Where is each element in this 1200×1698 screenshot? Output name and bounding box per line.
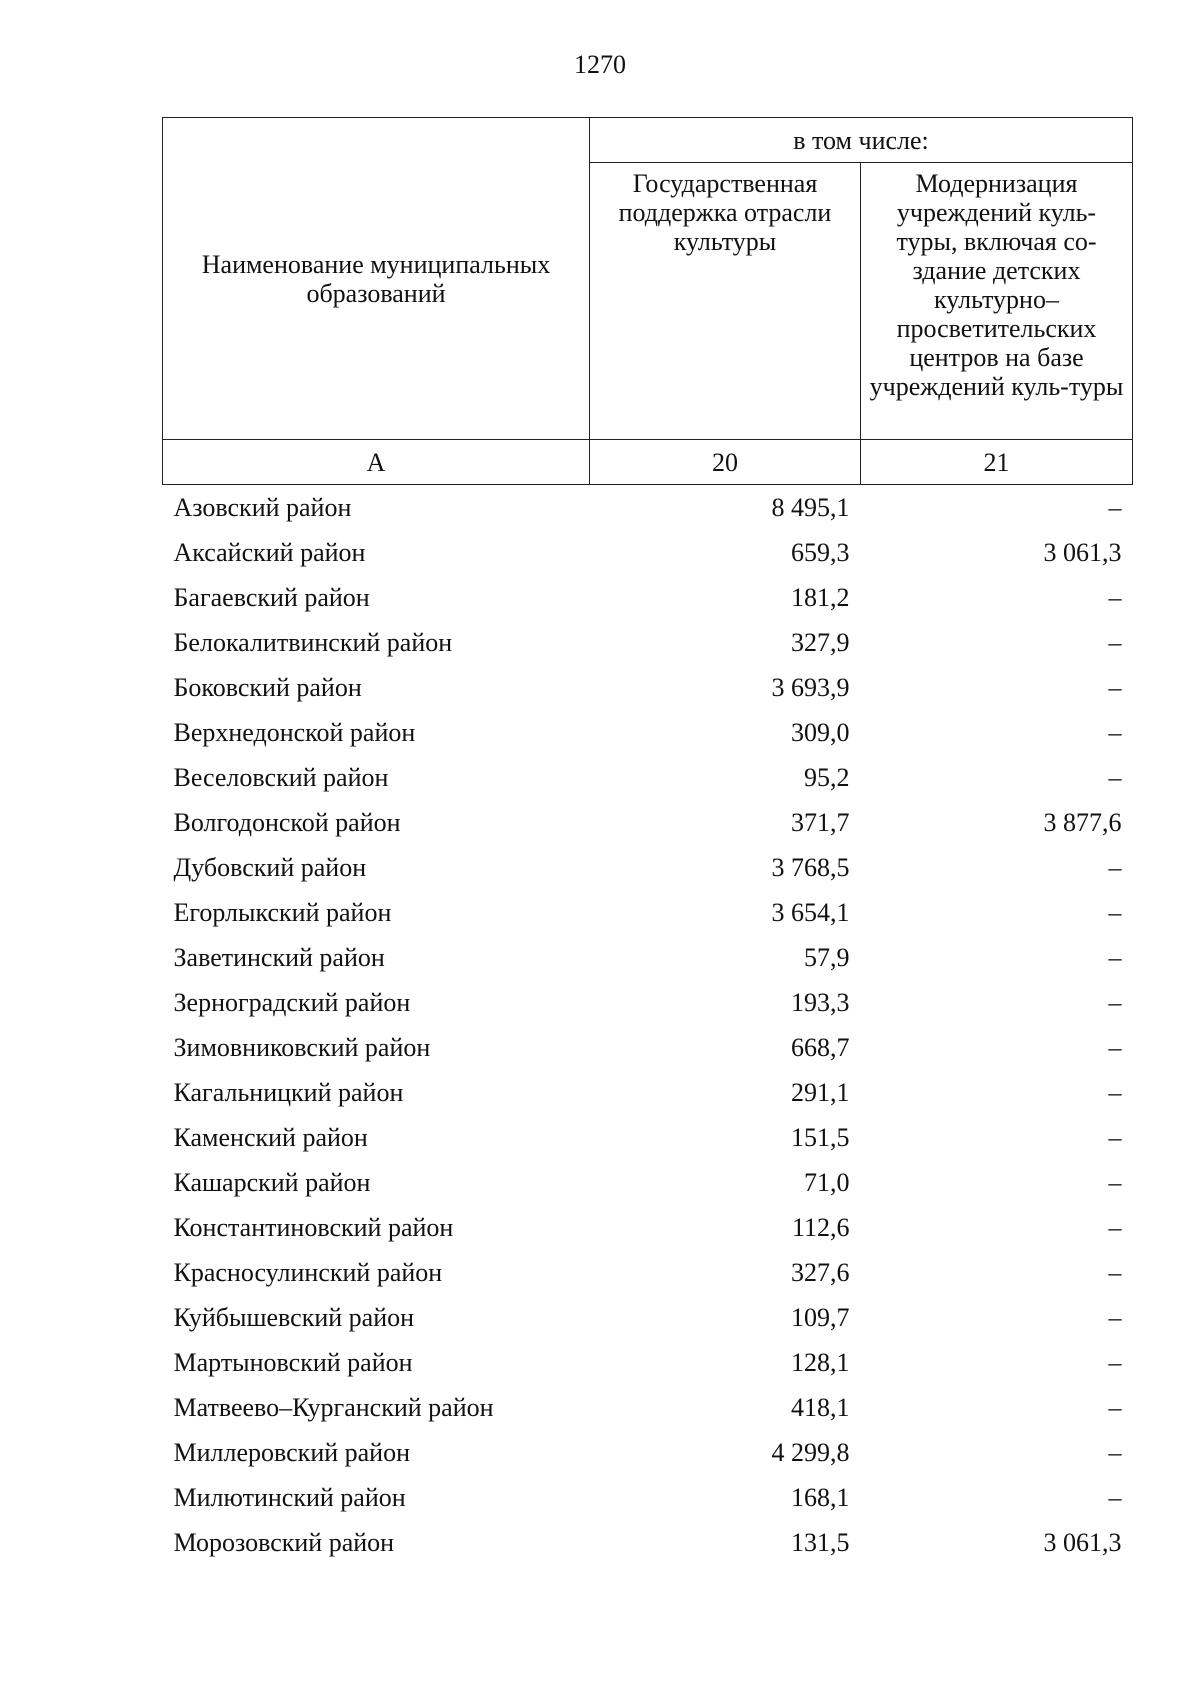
table-row (163, 575, 1133, 620)
value-col-20-cell: 95,2 (804, 763, 850, 792)
municipality-name-cell: Азовский район (173, 493, 352, 522)
value-col-21-cell: – (1108, 853, 1122, 882)
value-col-20-cell: 168,1 (791, 1483, 850, 1512)
value-col-20-cell: 8 495,1 (771, 493, 850, 522)
table-body (163, 485, 1133, 1566)
municipality-name-cell: Красносулинский район (173, 1258, 443, 1287)
value-col-21-cell: – (1108, 1258, 1122, 1287)
table-row (163, 1340, 1133, 1385)
value-col-20-cell: 71,0 (804, 1168, 850, 1197)
table-header (163, 118, 1133, 485)
municipality-name-cell: Милютинский район (173, 1483, 406, 1512)
municipality-name-cell: Кашарский район (173, 1168, 371, 1197)
header-municipality-name: Наименование муниципальных образований (163, 118, 590, 440)
value-col-21-cell: – (1108, 1303, 1122, 1332)
municipality-name-cell: Константиновский район (173, 1213, 454, 1242)
value-col-21-cell: – (1108, 763, 1122, 792)
municipality-name-cell: Заветинский район (173, 943, 385, 972)
header-num-21: 21 (861, 440, 1133, 485)
table-row (163, 1430, 1133, 1475)
table-row (163, 530, 1133, 575)
value-col-21-cell: – (1108, 988, 1122, 1017)
value-col-20-cell: 151,5 (791, 1123, 850, 1152)
table-row (163, 1160, 1133, 1205)
value-col-20-cell: 128,1 (791, 1348, 850, 1377)
value-col-20-cell: 418,1 (791, 1393, 850, 1422)
value-col-21-cell: – (1108, 1123, 1122, 1152)
table-row (163, 485, 1133, 531)
municipality-name-cell: Морозовский район (173, 1528, 395, 1557)
table-row (163, 890, 1133, 935)
value-col-21-cell: – (1108, 1438, 1122, 1467)
value-col-21-cell: – (1108, 943, 1122, 972)
municipality-name-cell: Аксайский район (173, 538, 366, 567)
value-col-21-cell: – (1108, 493, 1122, 522)
value-col-20-cell: 291,1 (791, 1078, 850, 1107)
value-col-21-cell: – (1108, 898, 1122, 927)
value-col-21-cell: – (1108, 1393, 1122, 1422)
municipality-name-cell: Белокалитвинский район (173, 628, 453, 657)
table-row (163, 1250, 1133, 1295)
municipality-name-cell: Зерноградский район (173, 988, 411, 1017)
table-row (163, 845, 1133, 890)
value-col-20-cell: 327,9 (791, 628, 850, 657)
table-row (163, 1205, 1133, 1250)
value-col-20-cell: 659,3 (791, 538, 850, 567)
value-col-20-cell: 193,3 (791, 988, 850, 1017)
value-col-20-cell: 3 693,9 (771, 673, 850, 702)
header-col-21-modernization: Модернизация учреждений куль-туры, включая со-здание детских культурно–просветительских центров на базе учреждений куль-туры (861, 163, 1133, 440)
value-col-21-cell: – (1108, 1033, 1122, 1062)
municipality-name-cell: Боковский район (173, 673, 362, 702)
municipality-name-cell: Егорлыкский район (173, 898, 392, 927)
municipality-name-cell: Матвеево–Курганский район (173, 1393, 494, 1422)
header-num-20: 20 (590, 440, 861, 485)
table-row (163, 980, 1133, 1025)
header-num-a: А (163, 440, 590, 485)
municipality-name-cell: Верхнедонской район (173, 718, 416, 747)
budget-table (162, 117, 1133, 1565)
table-row (163, 1070, 1133, 1115)
municipality-name-cell: Куйбышевский район (173, 1303, 415, 1332)
value-col-20-cell: 309,0 (791, 718, 850, 747)
page-number: 1270 (574, 50, 626, 79)
value-col-21-cell: 3 877,6 (1043, 808, 1122, 837)
municipality-name-cell: Дубовский район (173, 853, 367, 882)
municipality-name-cell: Зимовниковский район (173, 1033, 431, 1062)
table-row (163, 1295, 1133, 1340)
table-row (163, 1520, 1133, 1565)
value-col-20-cell: 4 299,8 (771, 1438, 850, 1467)
table-row (163, 935, 1133, 980)
value-col-20-cell: 57,9 (804, 943, 850, 972)
municipality-name-cell: Кагальницкий район (173, 1078, 404, 1107)
header-col-20-state-support: Государственная поддержка отрасли культуры (590, 163, 861, 440)
value-col-21-cell: – (1108, 718, 1122, 747)
table-row (163, 1385, 1133, 1430)
value-col-20-cell: 3 768,5 (771, 853, 850, 882)
municipality-name-cell: Мартыновский район (173, 1348, 413, 1377)
value-col-21-cell: – (1108, 628, 1122, 657)
value-col-20-cell: 668,7 (791, 1033, 850, 1062)
value-col-20-cell: 112,6 (791, 1213, 850, 1242)
table-row (163, 1115, 1133, 1160)
value-col-21-cell: – (1108, 1168, 1122, 1197)
municipality-name-cell: Каменский район (173, 1123, 368, 1152)
municipality-name-cell: Миллеровский район (173, 1438, 411, 1467)
municipality-name-cell: Веселовский район (173, 763, 389, 792)
value-col-21-cell: – (1108, 1348, 1122, 1377)
value-col-21-cell: 3 061,3 (1043, 538, 1122, 567)
value-col-20-cell: 109,7 (791, 1303, 850, 1332)
value-col-20-cell: 131,5 (791, 1528, 850, 1557)
table-row (163, 1025, 1133, 1070)
table-row (163, 710, 1133, 755)
header-group-including: в том числе: (590, 118, 1133, 163)
table-row (163, 665, 1133, 710)
table-row (163, 800, 1133, 845)
value-col-21-cell: 3 061,3 (1043, 1528, 1122, 1557)
value-col-20-cell: 181,2 (791, 583, 850, 612)
value-col-20-cell: 327,6 (791, 1258, 850, 1287)
value-col-21-cell: – (1108, 1213, 1122, 1242)
table-row (163, 620, 1133, 665)
municipality-name-cell: Багаевский район (173, 583, 370, 612)
value-col-21-cell: – (1108, 1078, 1122, 1107)
value-col-20-cell: 3 654,1 (771, 898, 850, 927)
table-row (163, 755, 1133, 800)
value-col-20-cell: 371,7 (791, 808, 850, 837)
value-col-21-cell: – (1108, 583, 1122, 612)
municipality-name-cell: Волгодонской район (173, 808, 401, 837)
value-col-21-cell: – (1108, 1483, 1122, 1512)
value-col-21-cell: – (1108, 673, 1122, 702)
table-row (163, 1475, 1133, 1520)
